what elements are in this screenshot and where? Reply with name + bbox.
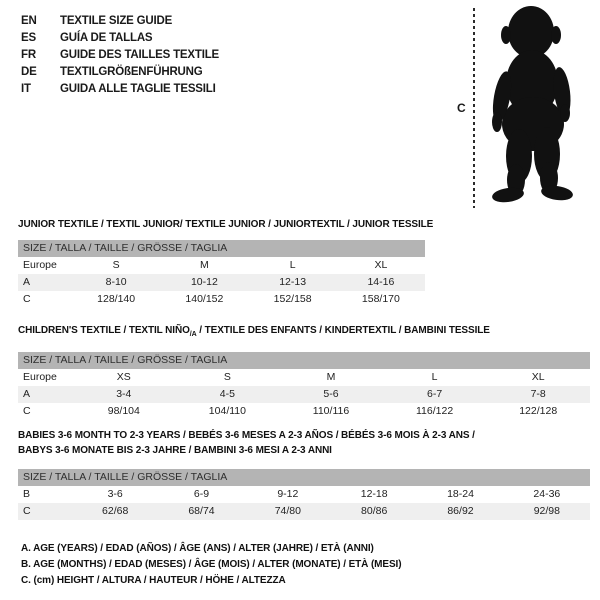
table-cell: M (326, 371, 336, 383)
row-label: A (23, 276, 31, 288)
language-row-it (21, 81, 219, 98)
table-cell: 74/80 (274, 505, 301, 517)
table-cell: 92/98 (533, 505, 560, 517)
table-row (18, 257, 425, 274)
language-code: ES (21, 32, 36, 44)
language-code: IT (21, 83, 31, 95)
table-row (18, 403, 590, 420)
size-table-header: SIZE / TALLA / TAILLE / GRÖSSE / TAGLIA (18, 469, 590, 486)
section-title-part: /A (189, 331, 197, 338)
row-label: A (23, 388, 31, 400)
table-cell: 6-9 (193, 488, 210, 500)
table-cell: 12-18 (360, 488, 388, 500)
language-code: FR (21, 49, 36, 61)
table-cell: XL (531, 371, 545, 383)
table-row (18, 369, 590, 386)
language-title: GUÍA DE TALLAS (60, 32, 153, 44)
table-cell: 62/68 (102, 505, 129, 517)
table-cell: 14-16 (367, 276, 395, 288)
size-table-children (18, 352, 590, 420)
language-row-de (21, 64, 219, 81)
table-cell: 3-6 (107, 488, 123, 500)
language-row-fr (21, 47, 219, 64)
section-title (18, 324, 600, 341)
table-cell: L (431, 371, 438, 383)
language-title: GUIDE DES TAILLES TEXTILE (60, 49, 219, 61)
size-table-header: SIZE / TALLA / TAILLE / GRÖSSE / TAGLIA (18, 240, 425, 257)
table-cell: M (200, 259, 209, 271)
table-cell: 158/170 (361, 293, 400, 305)
table-row (18, 486, 590, 503)
table-cell: 5-6 (323, 388, 339, 400)
table-cell: 8-10 (105, 276, 127, 288)
table-cell: XL (374, 259, 388, 271)
language-title: TEXTILE SIZE GUIDE (60, 15, 173, 27)
table-row (18, 291, 425, 308)
section-title: JUNIOR TEXTILE / TEXTIL JUNIOR/ TEXTILE JUNIOR / JUNIORTEXTIL / JUNIOR TESSILE (18, 219, 434, 230)
table-rows (18, 257, 425, 308)
table-cell: 80/86 (361, 505, 388, 517)
table-cell: 140/152 (185, 293, 224, 305)
table-cell: 10-12 (190, 276, 218, 288)
table-row (18, 386, 590, 403)
table-cell: 116/122 (416, 405, 454, 417)
row-label: C (23, 405, 31, 417)
size-table-header: SIZE / TALLA / TAILLE / GRÖSSE / TAGLIA (18, 352, 590, 369)
table-cell: 3-4 (116, 388, 132, 400)
language-code: EN (21, 15, 37, 27)
section-title-part: / TEXTILE DES ENFANTS / KINDERTEXTIL / BAMBINI TESSILE (196, 325, 490, 336)
table-cell: 18-24 (447, 488, 474, 500)
language-code: DE (21, 66, 37, 78)
height-measure-label: C (457, 101, 466, 115)
table-cell: 68/74 (188, 505, 215, 517)
table-cell: 152/158 (273, 293, 312, 305)
language-title: TEXTILGRÖßENFÜHRUNG (60, 66, 203, 78)
language-list (21, 13, 219, 98)
table-rows (18, 369, 590, 420)
row-label: C (23, 293, 31, 305)
table-cell: 86/92 (447, 505, 474, 517)
row-label: Europe (23, 259, 57, 271)
table-cell: 128/140 (97, 293, 136, 305)
header (0, 0, 600, 210)
table-cell: 4-5 (219, 388, 235, 400)
table-cell: 6-7 (427, 388, 443, 400)
table-cell: 24-36 (533, 488, 561, 500)
table-cell: 98/104 (107, 405, 140, 417)
section-babies (18, 428, 600, 520)
footnote-b: B. AGE (MONTHS) / EDAD (MESES) / ÂGE (MOIS) / ALTER (MONATE) / ETÀ (MESI) (21, 559, 402, 570)
language-row-es (21, 30, 219, 47)
section-junior (18, 218, 600, 308)
row-label: C (23, 505, 31, 517)
table-cell: 9-12 (277, 488, 299, 500)
table-cell: S (223, 371, 231, 383)
language-row-en (21, 13, 219, 30)
table-cell: 122/128 (519, 405, 558, 417)
table-cell: 104/110 (208, 405, 246, 417)
section-title: BABIES 3-6 MONTH TO 2-3 YEARS / BEBÉS 3-6 MESES A 2-3 AÑOS / BÉBÉS 3-6 MOIS À 2-3 ANS / BABYS 3-6 MONATE BIS 2-3 JAHRE / BAMBINI 3-6 MESI A 2-3 ANNI (18, 430, 475, 456)
row-label: B (23, 488, 31, 500)
table-cell: L (289, 259, 296, 271)
table-cell: 7-8 (530, 388, 546, 400)
table-row (18, 274, 425, 291)
table-cell: 12-13 (279, 276, 307, 288)
section-title-part: CHILDREN'S TEXTILE / TEXTIL NIÑO (18, 325, 190, 336)
table-cell: XS (116, 371, 131, 383)
table-cell: S (112, 259, 120, 271)
height-measure-line (473, 8, 475, 208)
footnotes (21, 541, 600, 589)
language-title: GUIDA ALLE TAGLIE TESSILI (60, 83, 216, 95)
size-table-babies (18, 469, 590, 520)
table-row (18, 503, 590, 520)
toddler-silhouette-icon (478, 4, 586, 206)
table-cell: 110/116 (312, 405, 350, 417)
size-table-junior (18, 240, 425, 308)
section-children (18, 324, 600, 420)
table-rows (18, 486, 590, 520)
footnote-c: C. (cm) HEIGHT / ALTURA / HAUTEUR / HÖHE / ALTEZZA (21, 575, 286, 586)
footnote-a: A. AGE (YEARS) / EDAD (AÑOS) / ÂGE (ANS) / ALTER (JAHRE) / ETÀ (ANNI) (21, 543, 374, 554)
row-label: Europe (23, 371, 57, 383)
